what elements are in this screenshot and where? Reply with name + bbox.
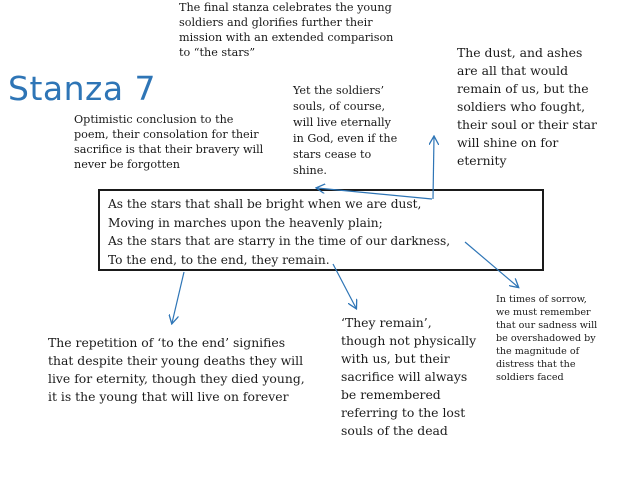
stanza-line: As the stars that are starry in the time of our darkness, <box>108 234 451 248</box>
times-of-sorrow-note: In times of sorrow, we must remember that our sadness will be overshadowed by the magnitude of distress that the soldiers faced <box>496 294 598 383</box>
arrow-to-repetition-note <box>172 272 184 323</box>
dust-ashes-note: The dust, and ashes are all that would remain of us, but the soldiers who fought, their soul or their star will shine on for eternity <box>457 45 597 168</box>
arrow-to-they-remain-note <box>333 264 356 308</box>
optimistic-conclusion-note: Optimistic conclusion to the poem, their consolation for their sacrifice is that their bravery will never be forgotten <box>74 113 264 171</box>
soldiers-souls-note: Yet the soldiers’ souls, of course, will live eternally in God, even if the stars cease to shine. <box>293 84 398 177</box>
stanza-line: Moving in marches upon the heavenly plain; <box>108 215 383 230</box>
slide-title: Stanza 7 <box>8 69 157 108</box>
arrow-to-sorrow-note <box>465 242 518 287</box>
repetition-note: The repetition of ‘to the end’ signifies that despite their young deaths they will live for eternity, though they died young, it is the young that will live on forever <box>48 335 305 404</box>
they-remain-note: ‘They remain’, though not physically with us, but their sacrifice will always be remembered referring to the lost souls of the dead <box>341 315 477 438</box>
final-stanza-note: The final stanza celebrates the young soldiers and glorifies further their mission with an extended comparison to “the stars” <box>179 1 394 59</box>
arrow-to-souls-note <box>317 188 432 199</box>
stanza-line: As the stars that shall be bright when we are dust, <box>108 197 422 211</box>
stanza-line: To the end, to the end, they remain. <box>108 252 330 267</box>
arrow-to-dust-note <box>433 137 434 199</box>
